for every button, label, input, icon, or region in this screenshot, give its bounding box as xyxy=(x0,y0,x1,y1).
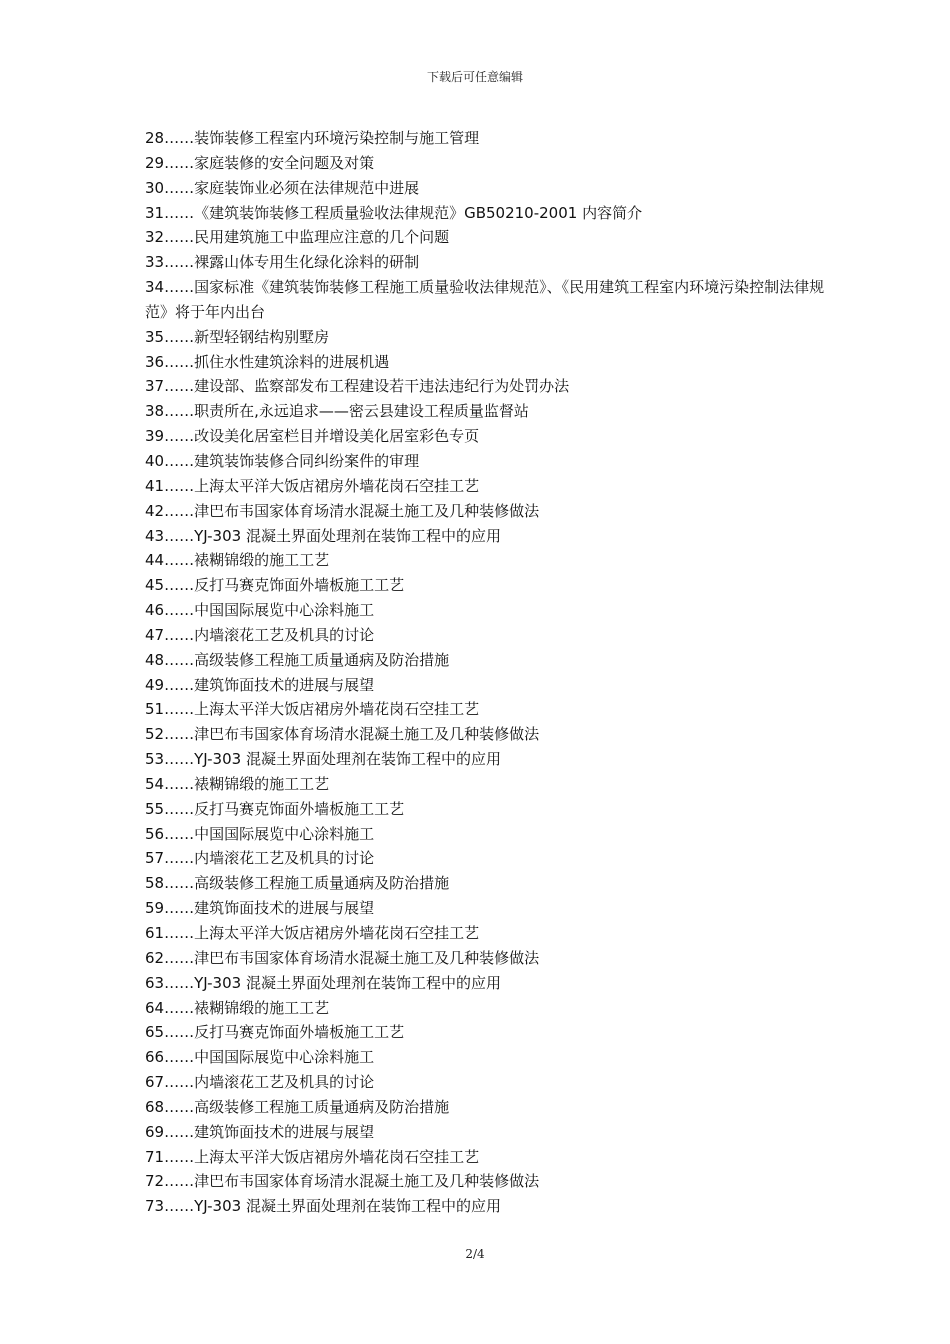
toc-entry-number: 35 xyxy=(145,327,165,346)
toc-entry-number: 46 xyxy=(145,601,165,620)
toc-entry-number: 37 xyxy=(145,377,165,396)
toc-entry-title: 职责所在,永远追求——密云县建设工程质量监督站 xyxy=(194,402,529,421)
toc-entry-leader: …… xyxy=(164,476,195,495)
toc-entry xyxy=(145,1194,825,1219)
toc-entry-title: 建设部、监察部发布工程建设若干违法违纪行为处罚办法 xyxy=(194,377,570,396)
toc-entry xyxy=(145,499,825,524)
toc-entry-title: 裱糊锦缎的施工工艺 xyxy=(194,774,330,793)
toc-entry-leader: …… xyxy=(164,675,195,694)
toc-entry-number: 64 xyxy=(145,998,165,1017)
toc-entry xyxy=(145,225,825,250)
toc-entry-number: 32 xyxy=(145,228,165,247)
toc-entry-title: 津巴布韦国家体育场清水混凝土施工及几种装修做法 xyxy=(194,948,540,967)
toc-entry-number: 28 xyxy=(145,129,165,147)
toc-entry-leader: …… xyxy=(164,799,195,818)
toc-entry xyxy=(145,996,825,1021)
toc-entry-number: 72 xyxy=(145,1172,165,1191)
toc-entry xyxy=(145,623,825,648)
toc-entry-title: 上海太平洋大饭店裙房外墙花岗石空挂工艺 xyxy=(194,476,480,495)
toc-entry-title: 内墙滚花工艺及机具的讨论 xyxy=(194,625,375,644)
toc-entry xyxy=(145,250,825,275)
toc-entry-leader: …… xyxy=(164,377,195,396)
toc-entry xyxy=(145,374,825,399)
toc-entry-title: 改设美化居室栏目并增设美化居室彩色专页 xyxy=(194,427,480,446)
toc-entry-title: 抓住水性建筑涂料的进展机遇 xyxy=(194,352,390,371)
toc-entry-leader: …… xyxy=(164,551,195,570)
toc-entry-leader: …… xyxy=(164,278,195,297)
toc-entry xyxy=(145,598,825,623)
toc-entry-number: 56 xyxy=(145,824,165,843)
toc-entry-title: 上海太平洋大饭店裙房外墙花岗石空挂工艺 xyxy=(194,1147,480,1166)
toc-entry-number: 38 xyxy=(145,402,165,421)
toc-entry xyxy=(145,971,825,996)
toc-entry-leader: …… xyxy=(164,849,195,868)
toc-entry-title: 反打马赛克饰面外墙板施工工艺 xyxy=(194,1023,405,1042)
toc-entry-number: 47 xyxy=(145,625,165,644)
toc-entry-title: YJ-303 混凝土界面处理剂在装饰工程中的应用 xyxy=(194,1197,501,1216)
toc-entry-title: 中国国际展览中心涂料施工 xyxy=(194,601,375,620)
toc-entry-number: 29 xyxy=(145,153,165,172)
toc-entry-title: 上海太平洋大饭店裙房外墙花岗石空挂工艺 xyxy=(194,924,480,942)
toc-entry-title: 家庭装修的安全问题及对策 xyxy=(194,153,375,172)
toc-entry-number: 52 xyxy=(145,725,165,744)
toc-entry-number: 51 xyxy=(145,700,165,719)
toc-entry-number: 43 xyxy=(145,526,165,545)
toc-entry xyxy=(145,548,825,573)
toc-entry xyxy=(145,871,825,896)
toc-entry-leader: …… xyxy=(164,178,195,197)
toc-entry-leader: …… xyxy=(164,1048,195,1067)
toc-entry-title: 裱糊锦缎的施工工艺 xyxy=(194,551,330,570)
toc-entry-number: 55 xyxy=(145,799,165,818)
toc-entry-leader: …… xyxy=(164,526,195,545)
toc-entry xyxy=(145,697,825,722)
toc-entry-title: 高级装修工程施工质量通病及防治措施 xyxy=(194,874,450,893)
toc-entry xyxy=(145,151,825,176)
toc-entry-title: 高级装修工程施工质量通病及防治措施 xyxy=(194,650,450,669)
toc-entry xyxy=(145,1020,825,1045)
toc-entry-number: 67 xyxy=(145,1073,165,1092)
page-number: 2/4 xyxy=(465,1247,485,1261)
toc-entry xyxy=(145,846,825,871)
toc-entry-number: 63 xyxy=(145,973,165,992)
toc-entry-number: 41 xyxy=(145,476,165,495)
toc-entry xyxy=(145,524,825,549)
toc-entry-title: 中国国际展览中心涂料施工 xyxy=(194,824,375,843)
toc-entry-title: 建筑装饰装修合同纠纷案件的审理 xyxy=(194,451,420,470)
toc-entry xyxy=(145,474,825,499)
toc-entry xyxy=(145,722,825,747)
toc-entry-leader: …… xyxy=(164,601,195,620)
toc-entry-leader: …… xyxy=(164,327,195,346)
toc-entry-leader: …… xyxy=(164,750,195,769)
toc-entry-title: YJ-303 混凝土界面处理剂在装饰工程中的应用 xyxy=(194,526,501,545)
toc-entry xyxy=(145,1145,825,1170)
toc-entry-leader: …… xyxy=(164,1097,195,1116)
toc-entry xyxy=(145,424,825,449)
toc-entry-leader: …… xyxy=(164,725,195,744)
toc-entry-number: 57 xyxy=(145,849,165,868)
toc-entry-title: 反打马赛克饰面外墙板施工工艺 xyxy=(194,576,405,595)
toc-entry-number: 59 xyxy=(145,899,165,918)
toc-entry-title: 津巴布韦国家体育场清水混凝土施工及几种装修做法 xyxy=(194,501,540,520)
toc-entry-leader: …… xyxy=(164,203,195,222)
toc-entry-title: 国家标准《建筑装饰装修工程施工质量验收法律规范》、《民用建筑工程室内环境污染控制法律规范》将于年内出台 xyxy=(145,278,825,321)
toc-entry-title: 中国国际展览中心涂料施工 xyxy=(194,1048,375,1067)
toc-entry-leader: …… xyxy=(164,824,195,843)
toc-entry-number: 45 xyxy=(145,576,165,595)
toc-entry-number: 71 xyxy=(145,1147,165,1166)
toc-entry xyxy=(145,325,825,350)
toc-entry-leader: …… xyxy=(164,998,195,1017)
toc-entry-title: 高级装修工程施工质量通病及防治措施 xyxy=(194,1097,450,1116)
toc-entry-title: 民用建筑施工中监理应注意的几个问题 xyxy=(194,228,450,247)
toc-entry-number: 49 xyxy=(145,675,165,694)
toc-entry-title: 建筑饰面技术的进展与展望 xyxy=(194,1122,375,1141)
toc-entry-leader: …… xyxy=(164,625,195,644)
toc-entry-leader: …… xyxy=(164,427,195,446)
toc-entry-number: 62 xyxy=(145,948,165,967)
toc-entry-title: 上海太平洋大饭店裙房外墙花岗石空挂工艺 xyxy=(194,700,480,719)
toc-entry xyxy=(145,648,825,673)
toc-entry-number: 39 xyxy=(145,427,165,446)
toc-entry-leader: …… xyxy=(164,874,195,893)
toc-entry-leader: …… xyxy=(164,650,195,669)
toc-entry-title: 装饰装修工程室内环境污染控制与施工管理 xyxy=(194,129,480,147)
toc-entry-title: 反打马赛克饰面外墙板施工工艺 xyxy=(194,799,405,818)
toc-entry xyxy=(145,747,825,772)
toc-entry xyxy=(145,921,825,946)
toc-entry-title: 津巴布韦国家体育场清水混凝土施工及几种装修做法 xyxy=(194,725,540,744)
toc-entry-title: 建筑饰面技术的进展与展望 xyxy=(194,675,375,694)
toc-entry xyxy=(145,201,825,226)
toc-entry xyxy=(145,1070,825,1095)
toc-entry-leader: …… xyxy=(164,402,195,421)
toc-entry-leader: …… xyxy=(164,774,195,793)
toc-entry xyxy=(145,126,825,151)
toc-entry-leader: …… xyxy=(164,501,195,520)
toc-entry xyxy=(145,275,825,325)
toc-entry-number: 31 xyxy=(145,203,165,222)
toc-entry-number: 58 xyxy=(145,874,165,893)
toc-entry-title: 裸露山体专用生化绿化涂料的研制 xyxy=(194,253,420,272)
toc-entry xyxy=(145,797,825,822)
toc-entry xyxy=(145,350,825,375)
toc-entry-leader: …… xyxy=(164,576,195,595)
toc-entry-number: 53 xyxy=(145,750,165,769)
toc-entry xyxy=(145,1169,825,1194)
toc-entry-number: 73 xyxy=(145,1197,165,1216)
toc-entry-leader: …… xyxy=(164,1073,195,1092)
toc-entry xyxy=(145,772,825,797)
table-of-contents xyxy=(145,126,825,1219)
toc-entry xyxy=(145,573,825,598)
toc-entry-leader: …… xyxy=(164,352,195,371)
toc-entry-number: 48 xyxy=(145,650,165,669)
toc-entry xyxy=(145,946,825,971)
toc-entry-number: 40 xyxy=(145,451,165,470)
toc-entry-title: 新型轻钢结构别墅房 xyxy=(194,327,330,346)
toc-entry-title: 建筑饰面技术的进展与展望 xyxy=(194,899,375,918)
toc-entry xyxy=(145,399,825,424)
toc-entry-leader: …… xyxy=(164,948,195,967)
toc-entry-leader: …… xyxy=(164,973,195,992)
toc-entry-leader: …… xyxy=(164,1197,195,1216)
toc-entry xyxy=(145,673,825,698)
toc-entry-number: 36 xyxy=(145,352,165,371)
page-header: 下载后可任意编辑 xyxy=(426,70,523,84)
toc-entry-title: YJ-303 混凝土界面处理剂在装饰工程中的应用 xyxy=(194,973,501,992)
toc-entry-number: 34 xyxy=(145,278,165,297)
toc-entry-title: 津巴布韦国家体育场清水混凝土施工及几种装修做法 xyxy=(194,1172,540,1191)
toc-entry-number: 30 xyxy=(145,178,165,197)
toc-entry-number: 61 xyxy=(145,924,165,942)
toc-entry xyxy=(145,896,825,921)
toc-entry-title: 内墙滚花工艺及机具的讨论 xyxy=(194,1073,375,1092)
toc-entry xyxy=(145,1045,825,1070)
toc-entry-leader: …… xyxy=(164,1122,195,1141)
toc-entry-title: 家庭装饰业必须在法律规范中进展 xyxy=(194,178,420,197)
toc-entry-number: 65 xyxy=(145,1023,165,1042)
toc-entry-leader: …… xyxy=(164,153,195,172)
toc-entry-leader: …… xyxy=(164,899,195,918)
toc-entry-number: 44 xyxy=(145,551,165,570)
toc-entry-number: 33 xyxy=(145,253,165,272)
toc-entry-leader: …… xyxy=(164,700,195,719)
toc-entry-leader: …… xyxy=(164,1147,195,1166)
toc-entry-leader: …… xyxy=(164,129,195,147)
toc-entry-number: 66 xyxy=(145,1048,165,1067)
toc-entry-number: 69 xyxy=(145,1122,165,1141)
toc-entry-leader: …… xyxy=(164,228,195,247)
toc-entry xyxy=(145,1120,825,1145)
toc-entry-title: 内墙滚花工艺及机具的讨论 xyxy=(194,849,375,868)
toc-entry-leader: …… xyxy=(164,1023,195,1042)
toc-entry xyxy=(145,822,825,847)
toc-entry-title: YJ-303 混凝土界面处理剂在装饰工程中的应用 xyxy=(194,750,501,769)
toc-entry-title: 《建筑装饰装修工程质量验收法律规范》GB50210-2001 内容简介 xyxy=(194,203,643,222)
toc-entry xyxy=(145,449,825,474)
toc-entry-number: 42 xyxy=(145,501,165,520)
toc-entry-title: 裱糊锦缎的施工工艺 xyxy=(194,998,330,1017)
toc-entry-leader: …… xyxy=(164,253,195,272)
toc-entry-number: 54 xyxy=(145,774,165,793)
toc-entry-leader: …… xyxy=(164,924,195,942)
toc-entry xyxy=(145,176,825,201)
toc-entry xyxy=(145,1095,825,1120)
toc-entry-leader: …… xyxy=(164,451,195,470)
toc-entry-number: 68 xyxy=(145,1097,165,1116)
toc-entry-leader: …… xyxy=(164,1172,195,1191)
